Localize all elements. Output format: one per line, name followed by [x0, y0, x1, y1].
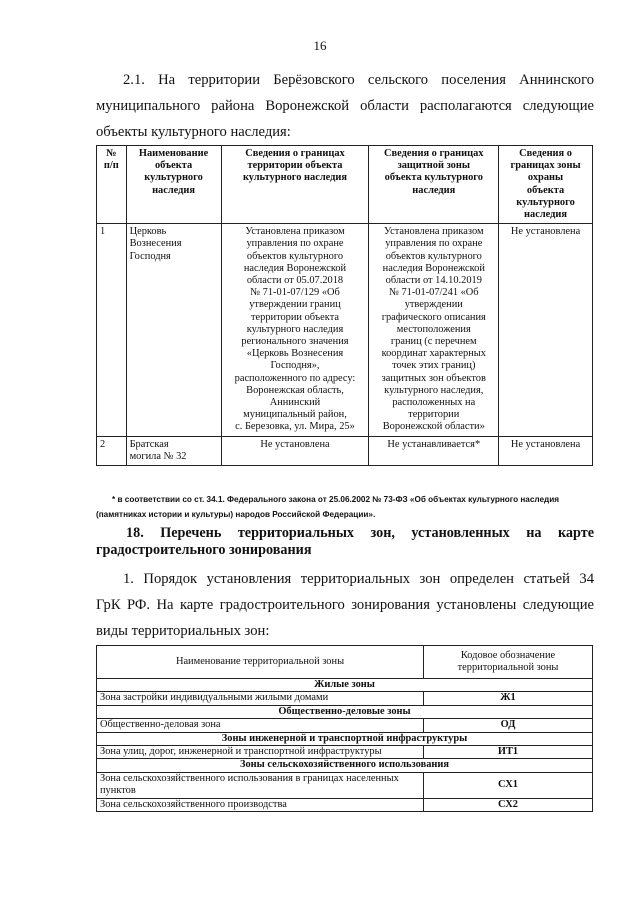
page-number: 16	[313, 38, 327, 53]
section-2-1-paragraph	[96, 67, 594, 145]
header-number: № п/п	[97, 146, 127, 224]
zone-code: СХ1	[424, 772, 593, 798]
footnote: * в соответствии со ст. 34.1. Федерального закона от 25.06.2002 № 73-ФЗ «Об объектах культурного наследия (памятниках истории и культуры) народов Российской Федерации».	[96, 495, 560, 519]
object-name: Братская могила № 32	[126, 436, 221, 465]
header-territory-bounds: Сведения о границах территории объекта культурного наследия	[221, 146, 369, 224]
paragraph-line: объекты культурного наследия:	[96, 124, 291, 140]
header-object-name: Наименование объекта культурного наследия	[126, 146, 221, 224]
zone-group-row	[97, 732, 593, 745]
zone-group-row	[97, 759, 593, 772]
row-number: 2	[97, 436, 127, 465]
header-guard-zone: Сведения о границах зоны охраны объекта культурного наследия	[499, 146, 593, 224]
zone-group-row	[97, 705, 593, 718]
zone-code: СХ2	[424, 798, 593, 811]
paragraph-line: ГрК РФ. На карте градостроительного зонирования установлены следующие	[96, 597, 594, 613]
table-row	[97, 772, 593, 798]
header-zone-code: Кодовое обозначение территориальной зоны	[424, 646, 593, 679]
zones-table-header-row	[97, 646, 593, 679]
zone-name: Зона застройки индивидуальными жилыми домами	[97, 692, 424, 705]
zone-name: Зона сельскохозяйственного использования в границах населенных пунктов	[97, 772, 424, 798]
heading-line: градостроительного зонирования	[96, 542, 312, 558]
zone-group-title: Жилые зоны	[97, 679, 593, 692]
zone-code: Ж1	[424, 692, 593, 705]
row-number: 1	[97, 224, 127, 436]
protective-zone-info: Установлена приказом управления по охране объектов культурного наследия Воронежской области от 14.10.2019 № 71-01-07/241 «Об утверждении графического описания местоположения границ (с перечнем координат характерных точек этих границ) защитных зон объектов культурного наследия, расположенных на территории Воронежской области»	[369, 224, 499, 436]
header-zone-name: Наименование территориальной зоны	[97, 646, 424, 679]
paragraph-line: 2.1. На территории Берёзовского сельского поселения Аннинского	[123, 72, 594, 88]
guard-zone-info: Не установлена	[499, 436, 593, 465]
header-protective-zone: Сведения о границах защитной зоны объекта культурного наследия	[369, 146, 499, 224]
guard-zone-info: Не установлена	[499, 224, 593, 436]
zone-name: Общественно-деловая зона	[97, 719, 424, 732]
paragraph-line: виды территориальных зон:	[96, 623, 270, 639]
territory-info: Установлена приказом управления по охране объектов культурного наследия Воронежской области от 05.07.2018 № 71-01-07/129 «Об утверждении границ территории объекта культурного наследия регионального значения «Церковь Вознесения Господня», расположенного по адресу: Воронежская область, Аннинский муниципальный район, с. Березовка, ул. Мира, 25»	[221, 224, 369, 436]
table-row	[97, 719, 593, 732]
protective-zone-info: Не устанавливается*	[369, 436, 499, 465]
zone-group-row	[97, 679, 593, 692]
zone-group-title: Общественно-деловые зоны	[97, 705, 593, 718]
heritage-objects-table	[96, 145, 593, 466]
table-row	[97, 692, 593, 705]
heritage-table-header-row	[97, 146, 593, 224]
zone-code: ИТ1	[424, 746, 593, 759]
paragraph-line: 1. Порядок установления территориальных зон определен статьей 34	[123, 571, 594, 587]
territory-info: Не установлена	[221, 436, 369, 465]
zone-group-title: Зоны сельскохозяйственного использования	[97, 759, 593, 772]
zone-code: ОД	[424, 719, 593, 732]
heading-line: 18. Перечень территориальных зон, установленных на карте	[126, 525, 594, 541]
table-row	[97, 798, 593, 811]
territorial-zones-table	[96, 645, 593, 812]
section-18-heading	[96, 525, 594, 559]
object-name: Церковь Вознесения Господня	[126, 224, 221, 436]
paragraph-line: муниципального района Воронежской области располагаются следующие	[96, 98, 594, 114]
zone-name: Зона улиц, дорог, инженерной и транспортной инфраструктуры	[97, 746, 424, 759]
table-row	[97, 224, 593, 436]
zone-group-title: Зоны инженерной и транспортной инфраструктуры	[97, 732, 593, 745]
table-row	[97, 746, 593, 759]
zone-name: Зона сельскохозяйственного производства	[97, 798, 424, 811]
section-18-paragraph	[96, 566, 594, 644]
table-row	[97, 436, 593, 465]
